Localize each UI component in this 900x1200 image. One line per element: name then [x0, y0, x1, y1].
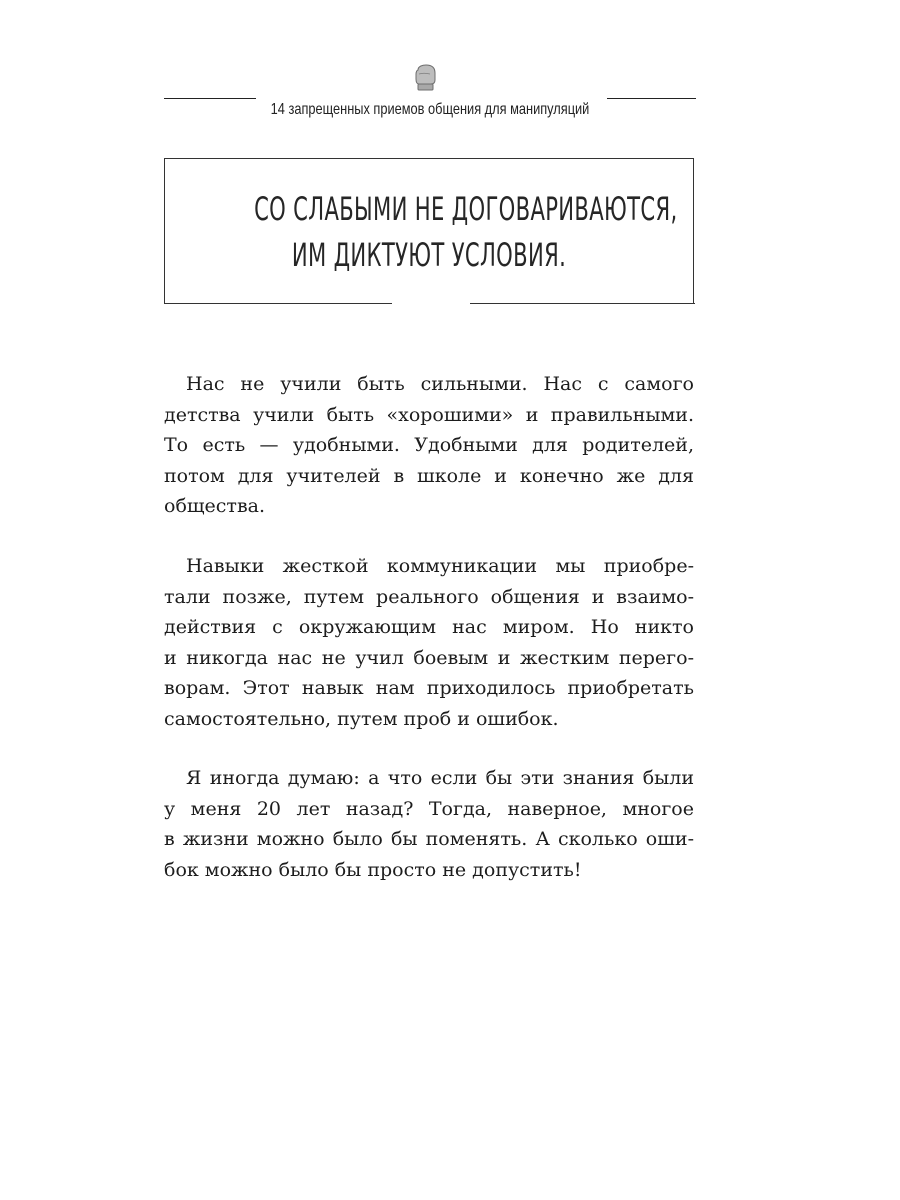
paragraph-line: в жизни можно было бы поменять. А сколько оши- — [164, 828, 694, 850]
paragraph-line: и никогда нас не учил боевым и жестким перего- — [164, 646, 694, 669]
paragraph-line: ворам. Этот навык нам приходилось приобретать — [164, 677, 694, 699]
quote-box-bottom-right — [470, 303, 695, 304]
quote-box — [164, 158, 694, 304]
paragraph-line: То есть — удобными. Удобными для родителей, — [164, 434, 694, 456]
paragraph-line: тали позже, путем реального общения и взаимо- — [164, 585, 694, 608]
paragraph-line: общества. — [164, 495, 266, 517]
header-rule-right — [607, 98, 696, 99]
quote-line-1: СО СЛАБЫМИ НЕ ДОГОВАРИВАЮТСЯ, — [254, 190, 678, 228]
paragraph-line: самостоятельно, путем проб и ошибок. — [164, 707, 559, 730]
paragraph-line: детства учили быть «хорошими» и правильными. — [164, 403, 694, 426]
header-rule-left — [164, 98, 256, 99]
paragraph-line: Навыки жесткой коммуникации мы приобре- — [186, 555, 694, 577]
boxing-glove-icon — [413, 64, 437, 92]
running-title: 14 запрещенных приемов общения для манипуляций — [270, 101, 590, 118]
quote-line-2: ИМ ДИКТУЮТ УСЛОВИЯ. — [291, 236, 567, 274]
paragraph-line: потом для учителей в школе и конечно же для — [164, 464, 694, 487]
paragraph-line: Я иногда думаю: а что если бы эти знания были — [186, 767, 694, 789]
paragraph-3 — [164, 763, 694, 885]
quote-box-bottom-left — [164, 303, 392, 304]
paragraph-line: действия с окружающим нас миром. Но никто — [164, 616, 694, 638]
paragraph-line: бок можно было бы просто не допустить! — [164, 858, 582, 881]
paragraph-1 — [164, 369, 694, 522]
paragraph-line: Нас не учили быть сильными. Нас с самого — [186, 373, 694, 395]
paragraph-2 — [164, 551, 694, 734]
paragraph-line: у меня 20 лет назад? Тогда, наверное, многое — [164, 797, 694, 820]
